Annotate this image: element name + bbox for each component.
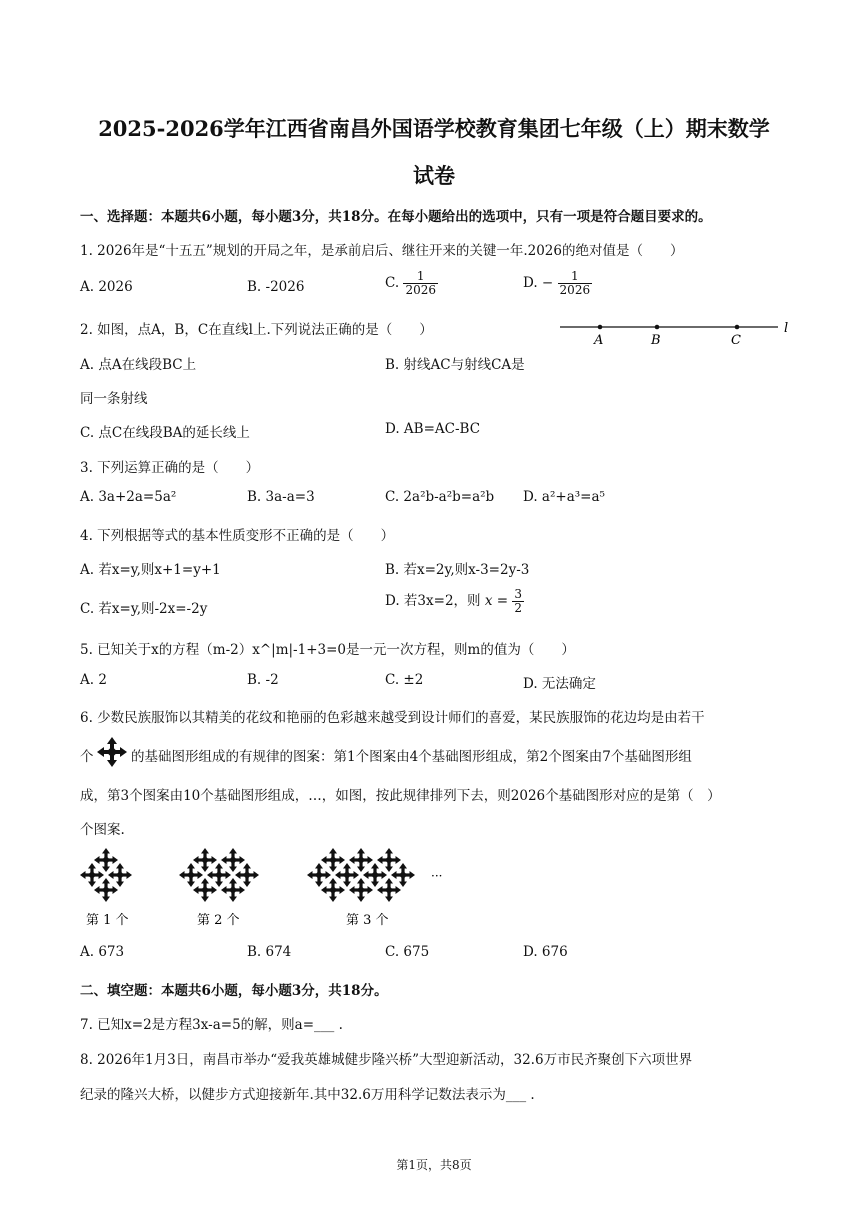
q4-option-c: C. 若x=y,则-2x=-2y — [80, 601, 208, 617]
question-6-line1: 6. 少数民族服饰以其精美的花纹和艳丽的色彩越来越受到设计师们的喜爱，某民族服饰的花边均是由若干 — [80, 710, 705, 726]
q3-option-c: C. 2a²b-a²b=a²b — [385, 489, 495, 505]
q5-option-a: A. 2 — [80, 672, 107, 688]
question-4-stem: 4. 下列根据等式的基本性质变形不正确的是（ ） — [80, 528, 395, 544]
pattern-figure — [78, 844, 458, 934]
q2-option-a: A. 点A在线段BC上 — [80, 357, 197, 373]
q6-option-a: A. 673 — [80, 944, 125, 960]
q3-option-b: B. 3a-a=3 — [247, 489, 315, 505]
question-8-line2: 纪录的隆兴大桥，以健步方式迎接新年.其中32.6万用科学记数法表示为___ . — [80, 1087, 535, 1103]
q5-option-d: D. 无法确定 — [523, 676, 596, 692]
q6-option-d: D. 676 — [523, 944, 568, 960]
pattern-1 — [80, 848, 132, 902]
q5-option-b: B. -2 — [247, 672, 279, 688]
question-1-stem: 1. 2026年是“十五五”规划的开局之年，是承前启后、继往开来的关键一年.2026的绝对值是（ ） — [80, 243, 684, 259]
q2-option-c: C. 点C在线段BA的延长线上 — [80, 425, 250, 441]
pattern-2 — [179, 848, 259, 902]
q4-option-d-var: x = — [484, 593, 509, 609]
fraction-denominator: 2026 — [405, 283, 436, 297]
section-heading-fill: 二、填空题：本题共6小题，每小题3分，共18分。 — [80, 983, 388, 999]
fraction — [512, 588, 524, 615]
pattern-ellipsis: ··· — [431, 869, 443, 883]
q4-option-d-prefix: D. 若3x=2，则 — [385, 593, 481, 609]
question-6-line4: 个图案. — [80, 822, 125, 838]
q4-option-b: B. 若x=2y,则x-3=2y-3 — [385, 562, 530, 578]
page-title-cont: 试卷 — [413, 163, 455, 188]
section-heading-choice: 一、选择题：本题共6小题，每小题3分，共18分。在每小题给出的选项中，只有一项是符合题目要求的。 — [80, 209, 712, 225]
q2-option-d: D. AB=AC-BC — [385, 421, 481, 437]
q1-option-a: A. 2026 — [80, 279, 133, 295]
question-8-line1: 8. 2026年1月3日，南昌市举办“爱我英雄城健步隆兴桥”大型迎新活动，32.6万市民齐聚创下六项世界 — [80, 1052, 693, 1068]
q1-option-c-prefix: C. — [385, 275, 400, 291]
q1-option-c — [385, 270, 438, 297]
fraction-denominator: 2 — [514, 601, 522, 615]
point-a — [598, 325, 603, 330]
fraction — [558, 270, 593, 297]
q6-option-c: C. 675 — [385, 944, 430, 960]
point-b — [655, 325, 660, 330]
q5-option-c: C. ±2 — [385, 672, 424, 688]
q1-option-b: B. -2026 — [247, 279, 305, 295]
label-c: C — [731, 333, 741, 348]
point-c — [735, 325, 740, 330]
pattern-1-label: 第 1 个 — [86, 913, 129, 928]
q2-option-b: B. 射线AC与射线CA是 — [385, 357, 525, 373]
label-a: A — [594, 333, 604, 348]
question-6-line2: 的基础图形组成的有规律的图案：第1个图案由4个基础图形组成，第2个图案由7个基础图形组 — [131, 749, 692, 765]
question-5-stem: 5. 已知关于x的方程（m-2）x^|m|-1+3=0是一元一次方程，则m的值为（ ） — [80, 642, 575, 658]
pattern-3 — [307, 848, 415, 902]
fraction-numerator: 1 — [558, 270, 593, 284]
question-6-line2-prefix: 个 — [80, 749, 94, 765]
pattern-3-label: 第 3 个 — [346, 913, 389, 928]
question-3-stem: 3. 下列运算正确的是（ ） — [80, 460, 260, 476]
question-7: 7. 已知x=2是方程3x-a=5的解，则a=___ . — [80, 1017, 343, 1033]
page-title: 2025-2026学年江西省南昌外国语学校教育集团七年级（上）期末数学 — [98, 116, 770, 141]
q6-option-b: B. 674 — [247, 944, 292, 960]
q1-option-d — [523, 270, 592, 297]
q2-option-b-cont: 同一条射线 — [80, 391, 148, 407]
q4-option-d — [385, 588, 524, 615]
fraction-numerator: 1 — [403, 270, 438, 284]
q1-option-d-prefix: D. − — [523, 275, 554, 291]
question-2-stem: 2. 如图，点A，B，C在直线l上.下列说法正确的是（ ） — [80, 322, 433, 338]
fraction-numerator: 3 — [514, 587, 522, 601]
line-figure — [560, 314, 800, 348]
cross-motif-icon — [97, 737, 127, 767]
fraction — [403, 270, 438, 297]
q4-option-a: A. 若x=y,则x+1=y+1 — [80, 562, 221, 578]
label-l: l — [784, 321, 789, 336]
label-b: B — [651, 333, 661, 348]
pattern-2-label: 第 2 个 — [197, 913, 240, 928]
q3-option-a: A. 3a+2a=5a² — [80, 489, 177, 505]
question-6-line3: 成，第3个图案由10个基础图形组成，…，如图，按此规律排列下去，则2026个基础图形对应的是第（ ） — [80, 788, 721, 804]
page-footer: 第1页，共8页 — [396, 1158, 472, 1172]
fraction-denominator: 2026 — [559, 283, 591, 297]
q3-option-d: D. a²+a³=a⁵ — [523, 489, 605, 505]
